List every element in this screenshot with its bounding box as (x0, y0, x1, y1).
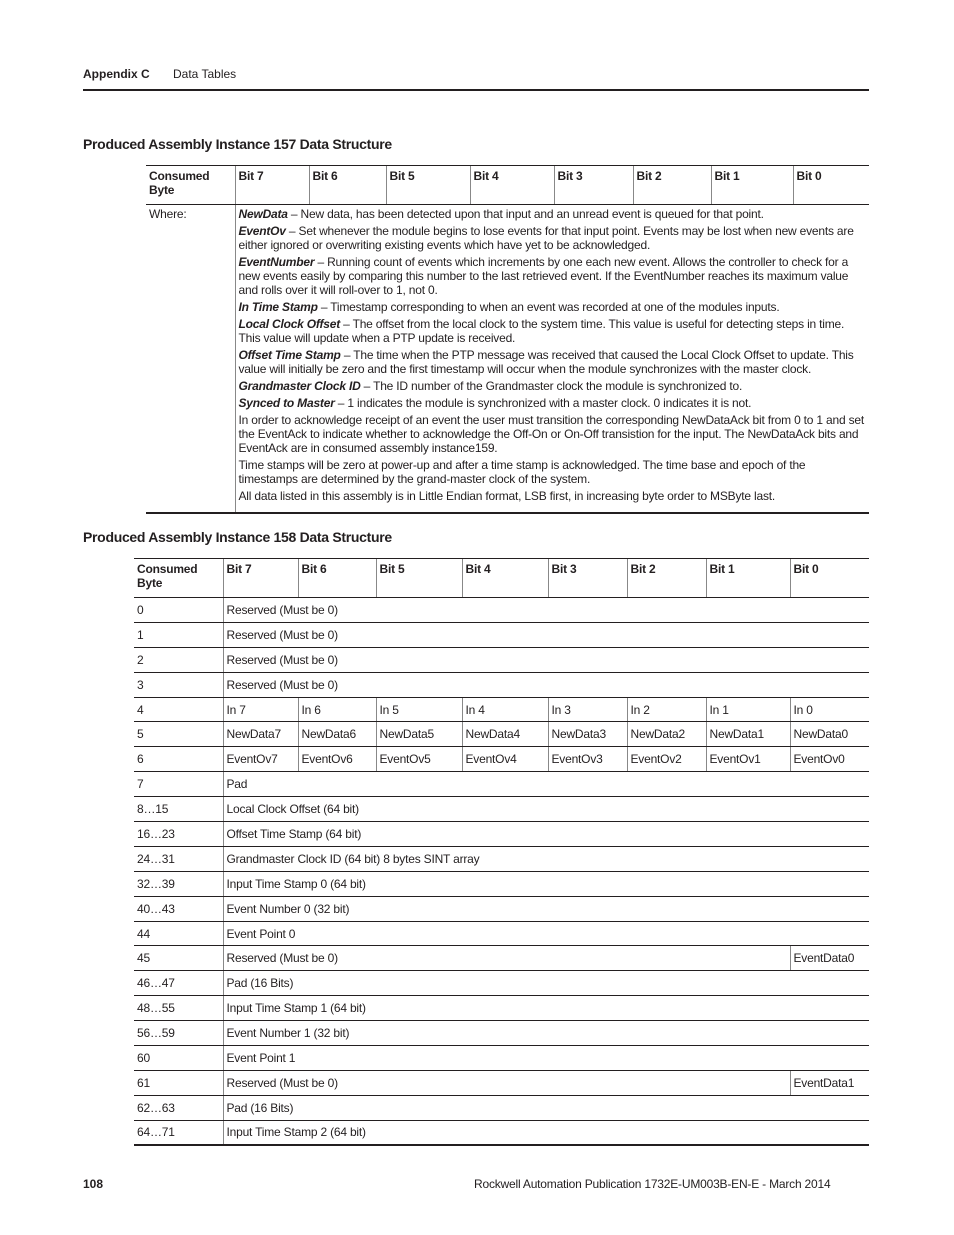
table-cell: Pad (16 Bits) (223, 1095, 869, 1120)
table-row (134, 598, 869, 623)
table-cell: EventOv2 (627, 747, 706, 772)
table-row (134, 846, 869, 871)
table-row (134, 971, 869, 996)
table-cell: Input Time Stamp 2 (64 bit) (223, 1120, 869, 1145)
definition-term: In Time Stamp (238, 300, 318, 314)
definition (239, 207, 867, 221)
table-cell: 4 (134, 697, 223, 722)
table-cell: 45 (134, 946, 223, 971)
col-header: Bit 3 (548, 559, 627, 598)
table-row (134, 871, 869, 896)
definition-term: EventNumber (238, 255, 315, 269)
section-label: Appendix C (83, 67, 150, 81)
table-cell: In 3 (548, 697, 627, 722)
header-rule (83, 89, 869, 91)
table-cell: Event Point 0 (223, 921, 869, 946)
col-header: Bit 7 (223, 559, 298, 598)
table-cell: 48…55 (134, 996, 223, 1021)
table-cell: 32…39 (134, 871, 223, 896)
definition-term: Synced to Master (238, 396, 335, 410)
table-cell: EventData1 (790, 1070, 869, 1095)
table-cell: 44 (134, 921, 223, 946)
table-cell: In 0 (790, 697, 869, 722)
col-header: Bit 1 (711, 166, 793, 205)
definition-text: – New data, has been detected upon that input and an unread event is queued for that point. (287, 207, 764, 221)
table-row (134, 1021, 869, 1046)
definition-text: – The time when the PTP message was received that caused the Local Clock Offset to update. This value will initially be zero and the first timestamp will occur when the module synchronizes with the master clock. (238, 348, 854, 376)
table-row (134, 647, 869, 672)
definition (239, 396, 867, 410)
table-cell: 5 (134, 722, 223, 747)
definition-text: – The ID number of the Grandmaster clock the module is synchronized to. (360, 379, 743, 393)
table-row (134, 1046, 869, 1071)
table-cell: EventOv7 (223, 747, 298, 772)
table-cell: Reserved (Must be 0) (223, 647, 869, 672)
table-158 (134, 558, 869, 1146)
table-cell: EventOv5 (376, 747, 462, 772)
col-header: Consumed Byte (134, 559, 223, 598)
table-cell: NewData4 (462, 722, 548, 747)
col-header: Bit 5 (386, 166, 470, 205)
table-cell: Offset Time Stamp (64 bit) (223, 822, 869, 847)
table-cell: 62…63 (134, 1095, 223, 1120)
table-cell: Event Number 0 (32 bit) (223, 896, 869, 921)
table-cell: EventOv1 (706, 747, 790, 772)
table-cell: 0 (134, 598, 223, 623)
table-row (134, 747, 869, 772)
table-cell: EventOv6 (298, 747, 376, 772)
col-header: Consumed Byte (146, 166, 235, 205)
table-cell: NewData5 (376, 722, 462, 747)
table-cell: 1 (134, 622, 223, 647)
table-cell: Pad (223, 772, 869, 797)
definition (239, 379, 867, 393)
table-cell: In 5 (376, 697, 462, 722)
table-cell: 61 (134, 1070, 223, 1095)
table-157-header-row (146, 166, 869, 205)
table-cell: 60 (134, 1046, 223, 1071)
table-row (134, 622, 869, 647)
col-header: Bit 3 (554, 166, 633, 205)
note: All data listed in this assembly is in Little Endian format, LSB first, in increasing byte order to MSByte last. (238, 489, 776, 503)
note: In order to acknowledge receipt of an event the user must transition the corresponding NewDataAck bit from 0 to 1 and set the EventAck to indicate whether to acknowledge the Off-On or On-Off transistion for the input. The NewDataAck bits and EventAck are in consumed assembly instance159. (238, 413, 864, 455)
table-row (134, 672, 869, 697)
col-header: Bit 5 (376, 559, 462, 598)
table-cell: Pad (16 Bits) (223, 971, 869, 996)
definition-text: – Set whenever the module begins to lose events for that input point. Events may be lost when new events are either ignored or overwriting existing events which have yet to be acknowledged. (238, 224, 854, 252)
table-cell: Input Time Stamp 1 (64 bit) (223, 996, 869, 1021)
table-cell: 64…71 (134, 1120, 223, 1145)
definition-term: Local Clock Offset (238, 317, 341, 331)
col-header: Bit 0 (790, 559, 869, 598)
col-header: Bit 2 (633, 166, 711, 205)
table-cell: 40…43 (134, 896, 223, 921)
table-157-heading: Produced Assembly Instance 157 Data Structure (83, 136, 392, 152)
table-157-where-row (146, 205, 869, 514)
col-header: Bit 7 (235, 166, 309, 205)
table-row (134, 1095, 869, 1120)
page-number: 108 (83, 1177, 104, 1191)
table-row (134, 996, 869, 1021)
table-cell: NewData3 (548, 722, 627, 747)
table-row (134, 1120, 869, 1145)
table-cell: EventOv0 (790, 747, 869, 772)
definition-term: NewData (238, 207, 288, 221)
col-header: Bit 6 (298, 559, 376, 598)
definition-text: – Running count of events which increments by one each new event. Allows the controller to check for a new events easily by comparing this number to the last retrieved event. If the EventNumber reaches its maximum value and rolls over it will roll-over to 1, not 0. (238, 255, 849, 297)
table-cell: Reserved (Must be 0) (223, 672, 869, 697)
table-cell: 8…15 (134, 797, 223, 822)
definition-text: – 1 indicates the module is synchronized with a master clock. 0 indicates it is not. (334, 396, 752, 410)
definition-term: Offset Time Stamp (238, 348, 341, 362)
table-cell: Reserved (Must be 0) (223, 946, 790, 971)
table-cell: 56…59 (134, 1021, 223, 1046)
table-cell: 24…31 (134, 846, 223, 871)
table-cell: Input Time Stamp 0 (64 bit) (223, 871, 869, 896)
col-header: Bit 1 (706, 559, 790, 598)
table-cell: Grandmaster Clock ID (64 bit) 8 bytes SINT array (223, 846, 869, 871)
table-row (134, 722, 869, 747)
publication-line: Rockwell Automation Publication 1732E-UM003B-EN-E - March 2014 (474, 1177, 831, 1191)
definition (239, 300, 867, 314)
table-158-heading: Produced Assembly Instance 158 Data Structure (83, 529, 392, 545)
table-cell: In 6 (298, 697, 376, 722)
table-cell: 2 (134, 647, 223, 672)
table-row (134, 896, 869, 921)
table-cell: EventOv4 (462, 747, 548, 772)
table-cell: In 7 (223, 697, 298, 722)
table-cell: Event Point 1 (223, 1046, 869, 1071)
table-cell: NewData7 (223, 722, 298, 747)
col-header: Bit 6 (309, 166, 386, 205)
where-label: Where: (146, 205, 235, 514)
col-header: Bit 4 (462, 559, 548, 598)
table-cell: NewData1 (706, 722, 790, 747)
definition-text: – The offset from the local clock to the system time. This value is useful for detecting steps in time. This value will update when a PTP update is received. (238, 317, 845, 345)
table-cell: 6 (134, 747, 223, 772)
definition-term: EventOv (238, 224, 286, 238)
table-cell: Reserved (Must be 0) (223, 1070, 790, 1095)
table-cell: NewData2 (627, 722, 706, 747)
table-cell: 3 (134, 672, 223, 697)
definition (239, 348, 867, 376)
table-cell: In 1 (706, 697, 790, 722)
table-cell: Reserved (Must be 0) (223, 622, 869, 647)
table-157 (146, 165, 869, 514)
table-cell: 16…23 (134, 822, 223, 847)
table-row (134, 797, 869, 822)
table-cell: Event Number 1 (32 bit) (223, 1021, 869, 1046)
table-row (134, 921, 869, 946)
definition-text: – Timestamp corresponding to when an event was recorded at one of the modules inputs. (317, 300, 780, 314)
definition-term: Grandmaster Clock ID (238, 379, 361, 393)
table-row (134, 822, 869, 847)
table-cell: In 2 (627, 697, 706, 722)
table-cell: In 4 (462, 697, 548, 722)
definition (239, 317, 867, 345)
col-header: Bit 2 (627, 559, 706, 598)
table-cell: NewData6 (298, 722, 376, 747)
table-cell: Reserved (Must be 0) (223, 598, 869, 623)
col-header: Bit 4 (470, 166, 554, 205)
table-cell: EventData0 (790, 946, 869, 971)
definition (239, 224, 867, 252)
section-title: Data Tables (173, 67, 237, 81)
table-cell: 7 (134, 772, 223, 797)
table-cell: EventOv3 (548, 747, 627, 772)
table-row (134, 772, 869, 797)
definitions-cell (235, 205, 869, 514)
table-row (134, 946, 869, 971)
table-cell: NewData0 (790, 722, 869, 747)
table-158-header-row (134, 559, 869, 598)
table-cell: 46…47 (134, 971, 223, 996)
table-row (134, 697, 869, 722)
table-cell: Local Clock Offset (64 bit) (223, 797, 869, 822)
col-header: Bit 0 (793, 166, 869, 205)
note: Time stamps will be zero at power-up and after a time stamp is acknowledged. The time base and epoch of the timestamps are determined by the grand-master clock of the system. (238, 458, 806, 486)
definition (239, 255, 867, 297)
table-row (134, 1070, 869, 1095)
